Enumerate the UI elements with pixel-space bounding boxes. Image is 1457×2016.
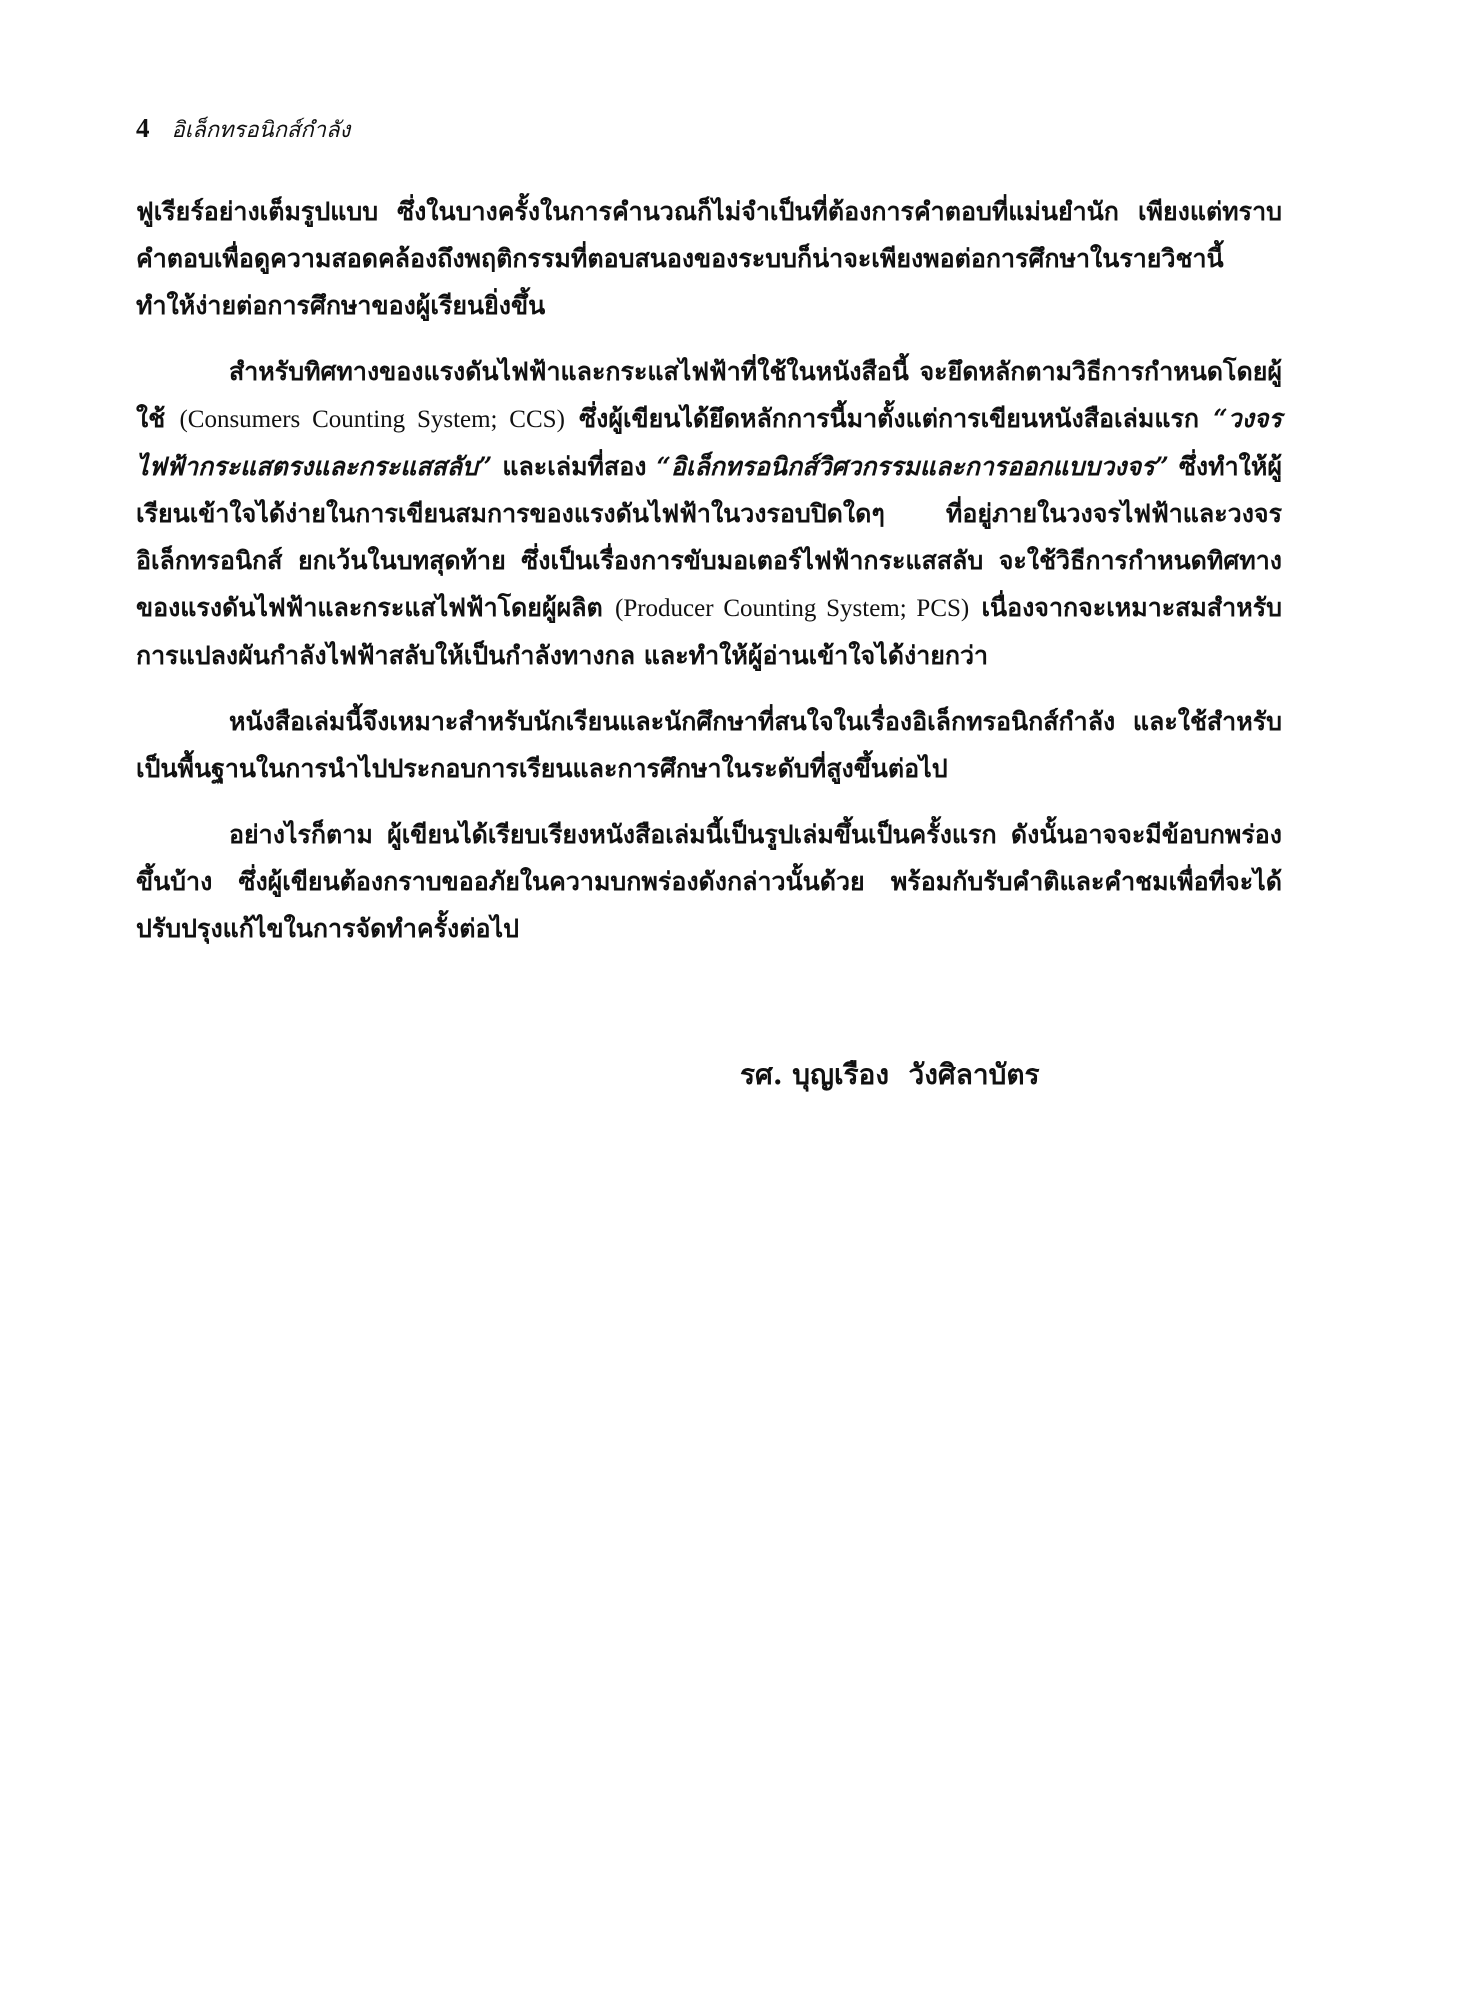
paragraph-2-text-5: เนื่องจากจะเหมาะสมสำหรับการแปลงผันกำลังไฟฟ้าสลับให้เป็นกำลังทางกล และทำให้ผู้อ่านเข้าใจได้ง่ายกว่า	[136, 593, 1282, 670]
body-text	[136, 188, 1282, 971]
paragraph-2-text-2: ซึ่งผู้เขียนได้ยึดหลักการนี้มาตั้งแต่การเขียนหนังสือเล่มแรก	[564, 404, 1214, 433]
ccs-term: (Consumers Counting System; CCS)	[179, 406, 565, 433]
page-number: 4	[136, 113, 150, 143]
paragraph-2-text-4: ซึ่งทำให้ผู้เรียนเข้าใจได้ง่ายในการเขียนสมการของแรงดันไฟฟ้าในวงรอบปิดใดๆ ที่อยู่ภายในวงจรไฟฟ้าและวงจรอิเล็กทรอนิกส์ ยกเว้นในบทสุดท้าย ซึ่งเป็นเรื่องการขับมอเตอร์ไฟฟ้ากระแสสลับ จะใช้วิธีการกำหนดทิศทางของแรงดันไฟฟ้าและกระแสไฟฟ้าโดยผู้ผลิต	[136, 452, 1282, 622]
running-title: อิเล็กทรอนิกส์กำลัง	[171, 118, 351, 143]
paragraph-4: อย่างไรก็ตาม ผู้เขียนได้เรียบเรียงหนังสือเล่มนี้เป็นรูปเล่มขึ้นเป็นครั้งแรก ดังนั้นอาจจะมีข้อบกพร่องขึ้นบ้าง ซึ่งผู้เขียนต้องกราบขออภัยในความบกพร่องดังกล่าวนั้นด้วย พร้อมกับรับคำติและคำชมเพื่อที่จะได้ปรับปรุงแก้ไขในการจัดทำครั้งต่อไป	[136, 820, 1282, 943]
page-header	[136, 112, 350, 147]
first-book-title: “วงจรไฟฟ้ากระแสตรงและกระแสสลับ”	[136, 404, 1282, 481]
paragraph-1: ฟูเรียร์อย่างเต็มรูปแบบ ซึ่งในบางครั้งในการคำนวณก็ไม่จำเป็นที่ต้องการคำตอบที่แม่นยำนัก เพียงแต่ทราบคำตอบเพื่อดูความสอดคล้องถึงพฤติกรรมที่ตอบสนองของระบบก็น่าจะเพียงพอต่อการศึกษาในรายวิชานี้ ทำให้ง่ายต่อการศึกษาของผู้เรียนยิ่งขึ้น	[136, 197, 1282, 320]
paragraph-2-text-1: สำหรับทิศทางของแรงดันไฟฟ้าและกระแสไฟฟ้าที่ใช้ในหนังสือนี้ จะยึดหลักตามวิธีการกำหนดโดยผู้ใช้	[136, 357, 1282, 433]
author-signature: รศ. บุญเรือง วังศิลาบัตร	[740, 1058, 1040, 1091]
paragraph-2-text-3: และเล่มที่สอง	[492, 452, 657, 481]
pcs-term: (Producer Counting System; PCS)	[615, 595, 970, 622]
second-book-title: “อิเล็กทรอนิกส์วิศวกรรมและการออกแบบวงจร”	[656, 452, 1169, 481]
paragraph-2	[136, 348, 1282, 679]
paragraph-3: หนังสือเล่มนี้จึงเหมาะสำหรับนักเรียนและนักศึกษาที่สนใจในเรื่องอิเล็กทรอนิกส์กำลัง และใช้สำหรับเป็นพื้นฐานในการนำไปประกอบการเรียนและการศึกษาในระดับที่สูงขึ้นต่อไป	[136, 707, 1282, 783]
